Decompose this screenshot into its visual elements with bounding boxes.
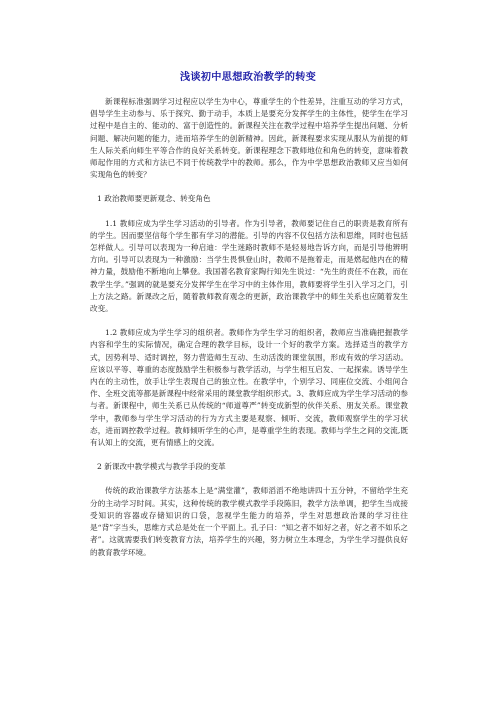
document-title: 浅谈初中思想政治教学的转变 (179, 72, 317, 83)
paragraph-1-2: 1.2 教师应成为学生学习的组织者。教师作为学生学习的组织者，教师应当准确把握教学内容和学生的实际情况，确定合理的教学目标，设计一个好的教学方案。选择适当的教学方式，因势利导、适时调控，努力营造师生互动、生动活泼的课堂氛围，形成有效的学习活动。应该以平等、尊重的态度鼓励学生积极参与教学活动，与学生相互启发、一起探索。诱导学生内在的主动性，放手让学生表现自己的独立性。在教学中，个别学习、同座位交流、小组间合作、全班交流等都是新课程中经常采用的课堂教学组织形式。3、教师应成为学生学习活动的参与者。新课程中，师生关系已从传统的“师道尊严”转变成新型的伙伴关系、朋友关系。课堂教学中，教师参与学生学习活动的行为方式主要是观察、倾听、交流，教师观察学生的学习状态，进而调控教学过程。教师倾听学生的心声，是尊重学生的表现。教师与学生之间的交流,既有认知上的交流，更有情感上的交流。 (90, 328, 408, 448)
document-body (90, 96, 408, 559)
paragraph-intro: 新课程标准强调学习过程应以学生为中心，尊重学生的个性差异，注重互动的学习方式，倡导学生主动参与、乐于探究、勤于动手，本质上是要充分发挥学生的主体性，使学生在学习过程中是自主的、能动的、富于创造性的。新课程关注在教学过程中培养学生提出问题、分析问题、解决问题的能力，进而培养学生的创新精神。因此，新课程要求实现从服从为前提的师生人际关系向师生平等合作的良好关系转变。新课程理念下教师地位和角色的转变，意味着教师起作用的方式和方法已不同于传统教学中的教师。那么，作为中学思想政治教师又应当如何实现角色的转变？ (90, 97, 408, 180)
section-heading-2: 2 新课改中教学模式与教学手段的变革 (97, 462, 226, 472)
paragraph-2: 传统的政治课教学方法基本上是“满堂灌”，教师滔滔不绝地讲四十五分钟，不留给学生充分的主动学习时间。其实，这种传统的教学模式教学手段陈旧，教学方法单调，把学生当成接受知识的容器或存储知识的口袋，忽视学生能力的培养，学生对思想政治课的学习往往是“背”字当头，思维方式总是处在一个平面上。孔子曰：“知之者不如好之者，好之者不如乐之者”。这就需要我们转变教育方法，培养学生的兴趣，努力树立生本理念，为学生学习提供良好的教育教学环境。 (90, 486, 408, 557)
paragraph-1-1: 1.1 教师应成为学生学习活动的引导者。作为引导者，教师要记住自己的职责是教育所有的学生。因而要坚信每个学生都有学习的潜能。引导的内容不仅包括方法和思维，同时也包括怎样做人。引导可以表现为一种启迪：学生迷路时教师不是轻易地告诉方向，而是引导他辨明方向。引导可以表现为一种激励：当学生畏惧登山时，教师不是拖着走，而是燃起他内在的精神力量，鼓励他不断地向上攀登。我国著名教育家陶行知先生说过：“先生的责任不在教，而在教学生学。”强调的就是要充分发挥学生在学习中的主体作用，教师要将学生引入学习之门，引上方法之路。新课改之后，随着教师教育观念的更新，政治课教学中的师生关系也应随着发生改变。 (90, 218, 408, 314)
section-heading-1: 1 政治教师要更新观念、转变角色 (97, 194, 211, 204)
